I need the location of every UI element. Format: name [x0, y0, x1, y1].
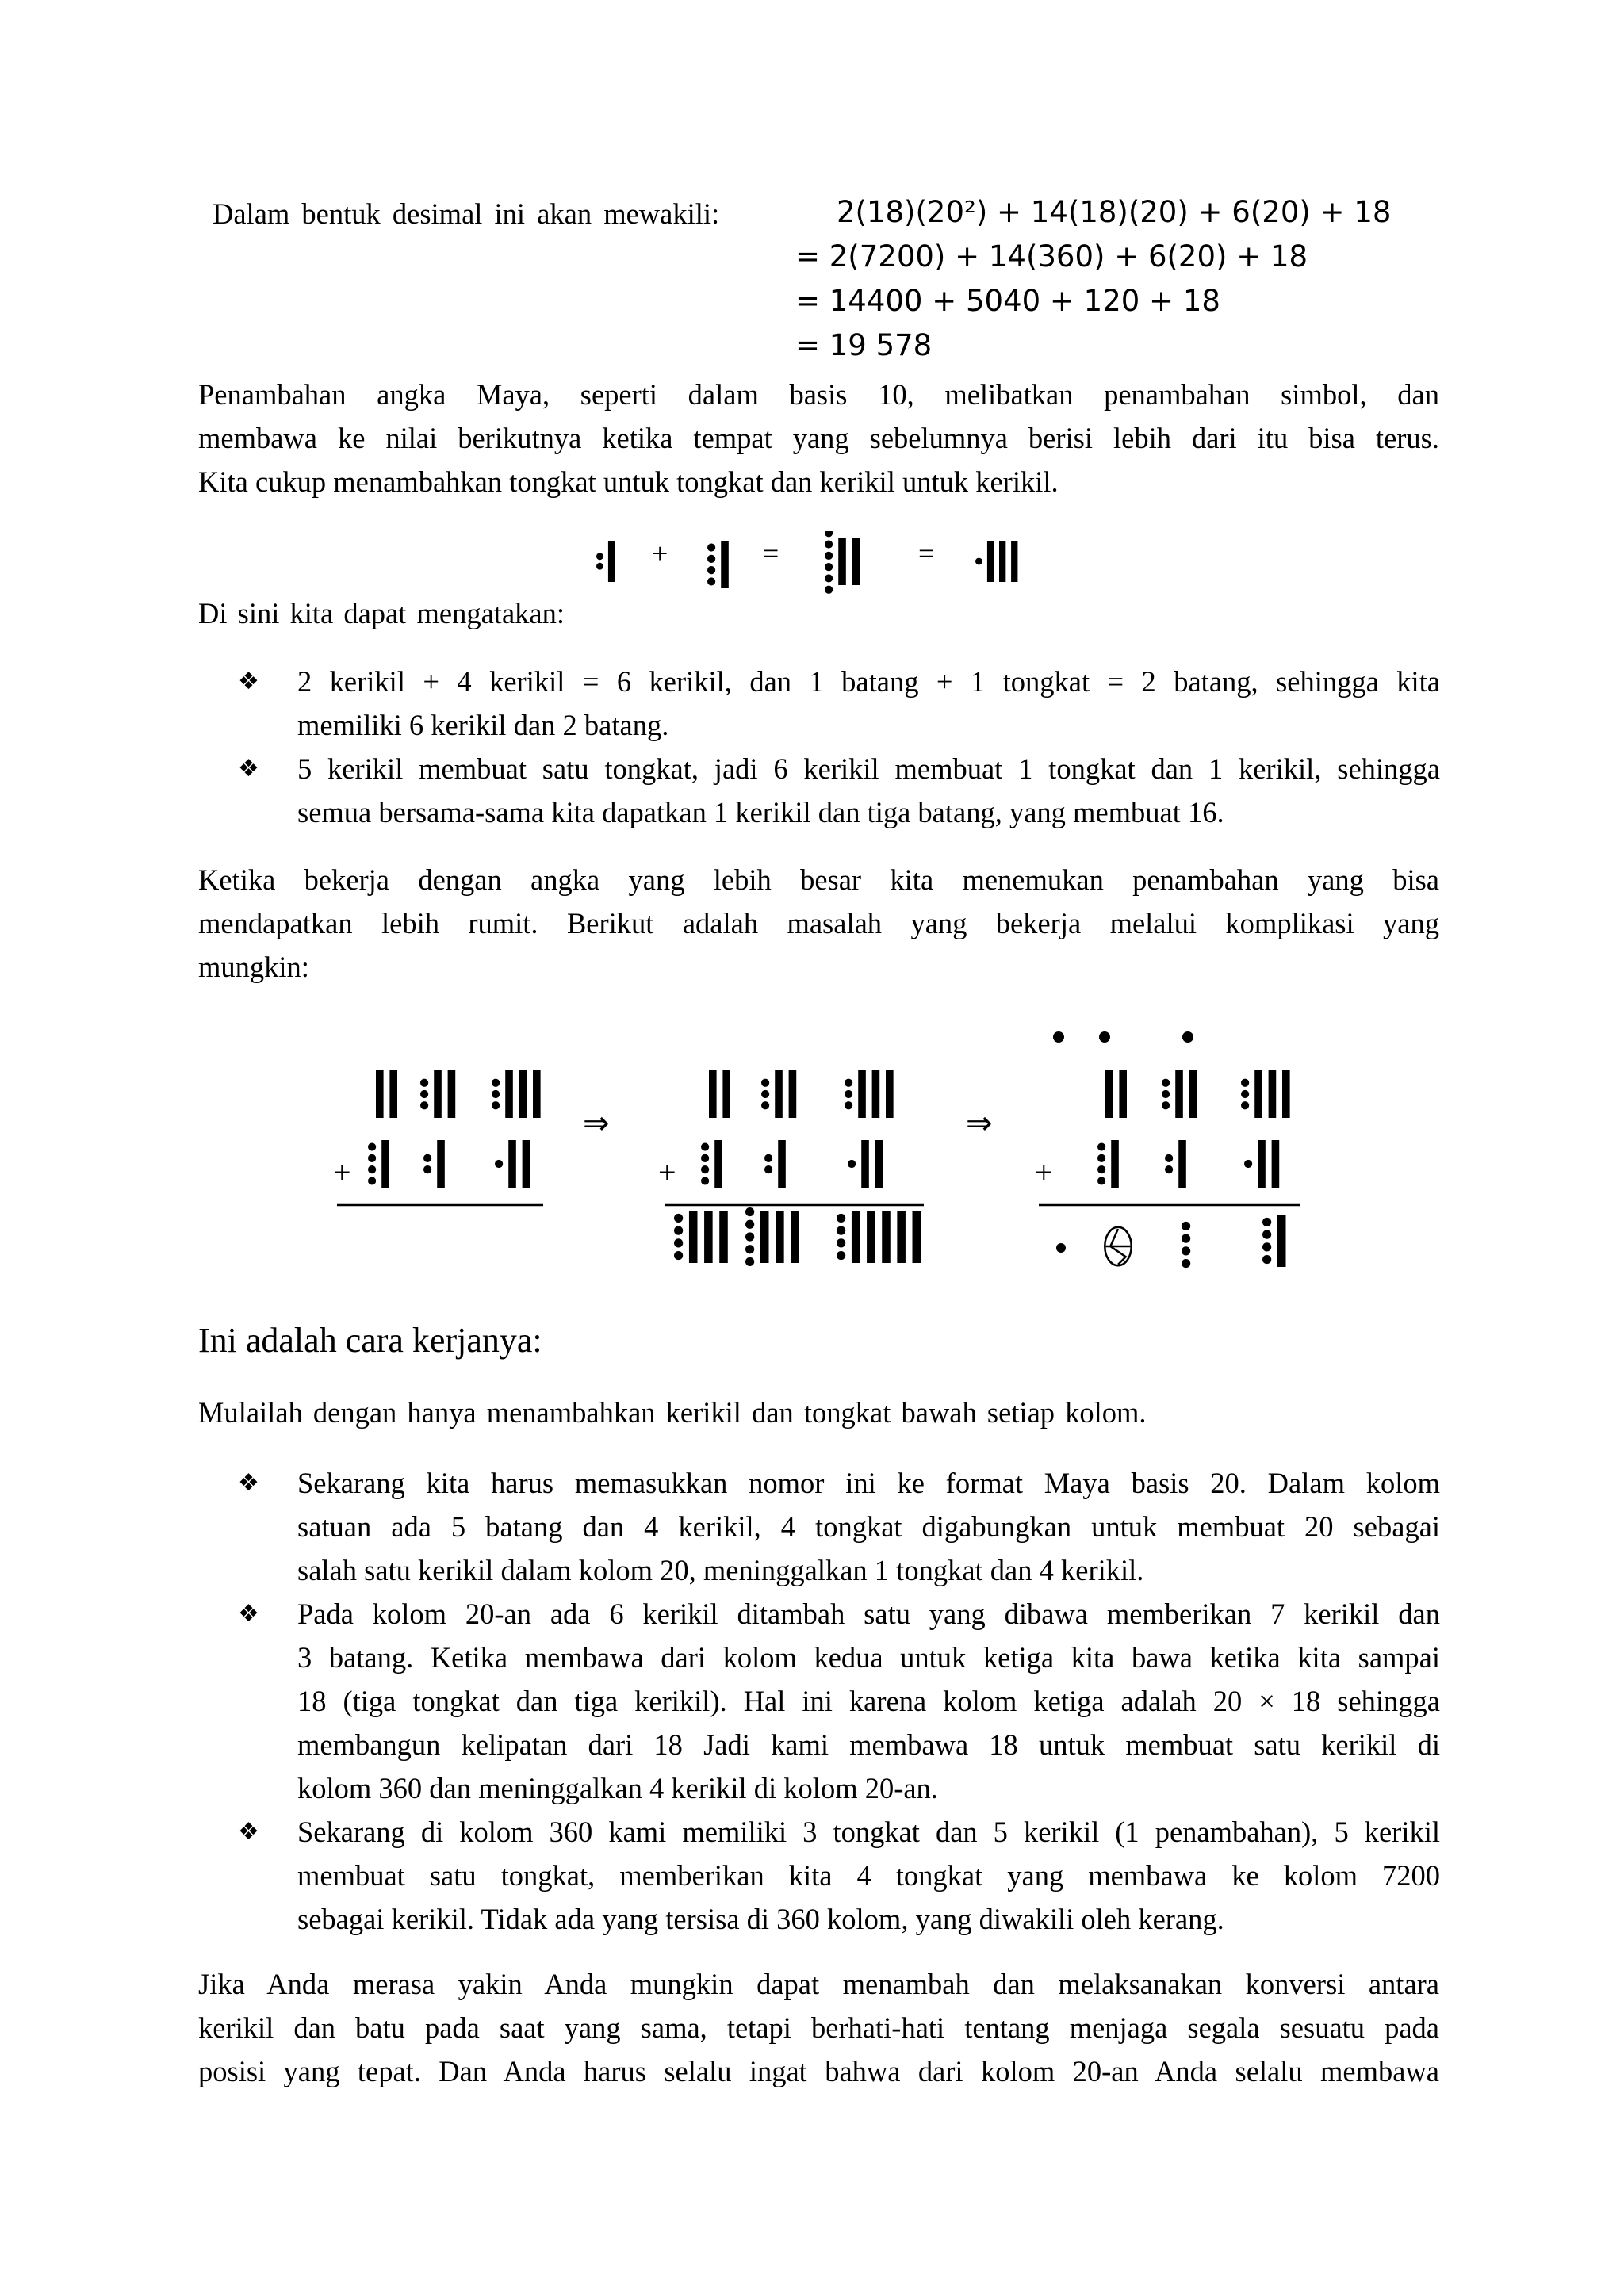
carry-dot [1099, 1031, 1110, 1043]
maya-dot [764, 1154, 772, 1162]
maya-bar [776, 1211, 784, 1263]
maya-dot [701, 1154, 709, 1162]
maya-dot [492, 1101, 500, 1109]
maya-bar [1175, 1070, 1183, 1118]
diamond-bullet-icon: ❖ [238, 668, 259, 695]
bullet-line: memiliki 6 kerikil dan 2 batang. [297, 709, 669, 741]
paragraph-line: Kita cukup menambahkan tongkat untuk tongkat dan kerikil untuk kerikil. [198, 465, 1059, 498]
maya-bar [1189, 1070, 1197, 1118]
diamond-bullet-icon: ❖ [238, 1600, 259, 1628]
maya-dot [975, 558, 982, 565]
carry-dot [1182, 1031, 1193, 1043]
bullet-line: Sekarang di kolom 360 kami memiliki 3 tongkat dan 5 kerikil (1 penambahan), 5 kerikil [297, 1816, 1440, 1848]
maya-numeral [745, 1207, 799, 1266]
maya-numeral [709, 1070, 730, 1118]
carry-dot [1053, 1031, 1064, 1043]
maya-bar [448, 1070, 456, 1118]
maya-bar [709, 1070, 717, 1118]
plus-sign: + [652, 538, 668, 569]
maya-bar [838, 538, 846, 585]
maya-dot [845, 1090, 852, 1098]
maya-dot [1165, 1165, 1173, 1173]
maya-numeral [1105, 1070, 1127, 1118]
maya-bar [704, 1211, 713, 1263]
maya-dot [1244, 1160, 1252, 1168]
bullet-line: Sekarang kita harus memasukkan nomor ini ke format Maya basis 20. Dalam kolom [297, 1467, 1440, 1499]
maya-dot [745, 1245, 754, 1253]
maya-bar [1011, 541, 1017, 582]
maya-bar [505, 1070, 513, 1118]
maya-dot [745, 1220, 754, 1229]
bullet-line: satuan ada 5 batang dan 4 kerikil, 4 tongkat digabungkan untuk membuat 20 sebagai [297, 1510, 1440, 1543]
maya-bar [852, 1211, 860, 1263]
maya-dot [1182, 1234, 1190, 1243]
maya-numeral [368, 1140, 389, 1188]
bullet-line: 18 (tiga tongkat dan tiga kerikil). Hal ini karena kolom ketiga adalah 20 × 18 sehingga [297, 1685, 1440, 1717]
maya-dot [825, 563, 833, 571]
maya-dot [837, 1226, 845, 1235]
maya-bar [852, 538, 860, 585]
maya-dot [495, 1160, 503, 1168]
maya-numeral [845, 1070, 894, 1118]
start-line: Mulailah dengan hanya menambahkan kerikil dan tongkat bawah setiap kolom. [198, 1396, 1147, 1429]
paragraph-line: mendapatkan lebih rumit. Berikut adalah masalah yang bekerja melalui komplikasi yang [198, 907, 1439, 939]
maya-dot [825, 531, 833, 537]
bullet-line: sebagai kerikil. Tidak ada yang tersisa di 360 kolom, yang diwakili oleh kerang. [297, 1903, 1224, 1935]
bullet-item [238, 660, 1440, 747]
bullet-line: 5 kerikil membuat satu tongkat, jadi 6 kerikil membuat 1 tongkat dan 1 kerikil, sehingga [297, 752, 1440, 785]
maya-dot [701, 1165, 709, 1173]
maya-addition-diagram [317, 1007, 1348, 1284]
maya-dot [1097, 1165, 1105, 1173]
maya-bar [886, 1070, 894, 1118]
maya-dot [368, 1142, 376, 1150]
maya-dot [761, 1079, 769, 1087]
maya-dot [368, 1177, 376, 1184]
maya-numeral [1241, 1070, 1290, 1118]
maya-bar [533, 1070, 541, 1118]
maya-dot [674, 1226, 683, 1235]
maya-dot [420, 1079, 428, 1087]
maya-dot [845, 1101, 852, 1109]
maya-bar [791, 1211, 799, 1263]
maya-numeral [825, 531, 860, 594]
maya-dot [1241, 1090, 1249, 1098]
equation-line-2: = 2(7200) + 14(360) + 6(20) + 18 [795, 239, 1308, 274]
equation-line-1: 2(18)(20²) + 14(18)(20) + 6(20) + 18 [837, 195, 1392, 229]
maya-dot [423, 1165, 431, 1173]
bullet-item [238, 1592, 1440, 1810]
maya-numeral [837, 1211, 921, 1263]
maya-bar [882, 1211, 891, 1263]
maya-bar [508, 1140, 516, 1188]
maya-bar [519, 1070, 527, 1118]
diamond-bullet-icon: ❖ [238, 755, 259, 783]
maya-dot [837, 1214, 845, 1223]
bullet-line: kolom 360 dan meninggalkan 4 kerikil di kolom 20-an. [297, 1772, 938, 1804]
maya-dot [674, 1214, 683, 1223]
paragraph-line: Jika Anda merasa yakin Anda mungkin dapat menambah dan melaksanakan konversi antara [198, 1968, 1439, 2000]
maya-dot [368, 1154, 376, 1162]
equals-sign: = [763, 538, 779, 569]
bullet-line: membuat satu tongkat, memberikan kita 4 tongkat yang membawa ke kolom 7200 [297, 1859, 1440, 1892]
maya-bar [389, 1070, 397, 1118]
maya-bar [721, 541, 729, 588]
diamond-bullet-icon: ❖ [238, 1818, 259, 1846]
maya-numeral [975, 541, 1017, 582]
maya-numeral [1244, 1140, 1279, 1188]
maya-bar [858, 1070, 866, 1118]
maya-bar [913, 1211, 921, 1263]
paragraph-line: Penambahan angka Maya, seperti dalam basis 10, melibatkan penambahan simbol, dan [198, 378, 1439, 411]
maya-bar [760, 1211, 769, 1263]
diamond-bullet-icon: ❖ [238, 1469, 259, 1497]
maya-bar [523, 1140, 530, 1188]
bullet-line: Pada kolom 20-an ada 6 kerikil ditambah satu yang dibawa memberikan 7 kerikil dan [297, 1598, 1440, 1630]
maya-numeral [420, 1070, 455, 1118]
maya-numeral [701, 1140, 722, 1188]
maya-bar [1105, 1070, 1113, 1118]
maya-dot [707, 577, 715, 585]
paragraph-2 [198, 858, 1439, 989]
paragraph-line: Ketika bekerja dengan angka yang lebih besar kita menemukan penambahan yang bisa [198, 863, 1439, 896]
maya-bar [987, 541, 994, 582]
maya-bar [1269, 1070, 1277, 1118]
maya-dot [1097, 1142, 1105, 1150]
bullet-item [238, 1810, 1440, 1941]
maya-dot [707, 555, 715, 563]
maya-dot [1262, 1242, 1271, 1251]
maya-dot [1162, 1101, 1170, 1109]
bullet-line: 2 kerikil + 4 kerikil = 6 kerikil, dan 1 batang + 1 tongkat = 2 batang, sehingga kita [297, 665, 1440, 698]
paragraph-3 [198, 1962, 1439, 2093]
maya-dot [845, 1079, 852, 1087]
bullet-item [238, 1461, 1440, 1592]
maya-bar [1272, 1140, 1280, 1188]
maya-bar [775, 1070, 783, 1118]
maya-dot [674, 1238, 683, 1247]
maya-dot [745, 1207, 754, 1216]
maya-dot [761, 1101, 769, 1109]
maya-bar [719, 1211, 728, 1263]
equation-line-4: = 19 578 [795, 328, 933, 362]
maya-bar [714, 1140, 722, 1188]
maya-bar [722, 1070, 730, 1118]
maya-numeral [1097, 1140, 1119, 1188]
maya-numeral [674, 1211, 728, 1263]
maya-dot [596, 553, 603, 560]
equals-sign: = [918, 538, 935, 569]
maya-dot [1162, 1079, 1170, 1087]
maya-bar [1119, 1070, 1127, 1118]
bullet-line: salah satu kerikil dalam kolom 20, meninggalkan 1 tongkat dan 4 kerikil. [297, 1554, 1144, 1586]
maya-numeral [495, 1140, 530, 1188]
maya-bar [789, 1070, 797, 1118]
maya-numeral [423, 1140, 445, 1188]
maya-dot [707, 543, 715, 551]
maya-bar [434, 1070, 442, 1118]
maya-dot [1241, 1101, 1249, 1109]
maya-bar [999, 541, 1005, 582]
maya-dot [837, 1238, 845, 1247]
maya-bar [381, 1140, 389, 1188]
maya-bar [1258, 1140, 1266, 1188]
maya-dot [1165, 1154, 1173, 1162]
maya-bar [437, 1140, 445, 1188]
paragraph-line: posisi yang tepat. Dan Anda harus selalu ingat bahwa dari kolom 20-an Anda selalu membawa [198, 2055, 1439, 2087]
maya-bar [376, 1070, 384, 1118]
maya-bar [872, 1070, 880, 1118]
here-we-say: Di sini kita dapat mengatakan: [198, 597, 565, 629]
maya-bar [861, 1140, 869, 1188]
maya-dot [1162, 1090, 1170, 1098]
maya-dot [745, 1257, 754, 1266]
maya-numeral [1262, 1215, 1286, 1267]
maya-dot [825, 574, 833, 582]
maya-dot [837, 1251, 845, 1260]
maya-bar [1282, 1070, 1290, 1118]
maya-dot [1097, 1177, 1105, 1184]
maya-numeral [376, 1070, 397, 1118]
maya-dot [1241, 1079, 1249, 1087]
maya-bar [897, 1211, 906, 1263]
plus-sign: + [333, 1154, 351, 1190]
maya-dot [745, 1232, 754, 1241]
maya-dot [423, 1154, 431, 1162]
plus-sign: + [1035, 1154, 1053, 1190]
implies-arrow: ⇒ [966, 1105, 993, 1141]
maya-numeral [492, 1070, 541, 1118]
paragraph-1 [198, 373, 1439, 503]
maya-numeral [1165, 1140, 1186, 1188]
plus-sign: + [658, 1154, 676, 1190]
maya-dot [1262, 1230, 1271, 1239]
maya-numeral [1182, 1222, 1190, 1268]
maya-dot [1056, 1243, 1066, 1253]
maya-dot [707, 566, 715, 574]
maya-dot [674, 1251, 683, 1260]
maya-numeral [764, 1140, 786, 1188]
maya-dot [701, 1142, 709, 1150]
maya-dot [848, 1160, 856, 1168]
maya-dot [825, 540, 833, 548]
bullet-line: 3 batang. Ketika membawa dari kolom kedua untuk ketiga kita bawa ketika kita sampai [297, 1641, 1440, 1674]
maya-numeral [707, 541, 729, 588]
section-heading: Ini adalah cara kerjanya: [198, 1321, 542, 1360]
maya-dot [1182, 1259, 1190, 1268]
maya-dot [420, 1101, 428, 1109]
maya-bar [867, 1211, 875, 1263]
maya-dot [701, 1177, 709, 1184]
maya-dot [761, 1090, 769, 1098]
maya-numeral [1162, 1070, 1197, 1118]
maya-dot [492, 1079, 500, 1087]
bullet-line: membangun kelipatan dari 18 Jadi kami membawa 18 untuk membuat satu kerikil di [297, 1728, 1440, 1761]
maya-dot [825, 552, 833, 560]
implies-arrow: ⇒ [583, 1105, 610, 1141]
paragraph-line: kerikil dan batu pada saat yang sama, tetapi berhati-hati tentang menjaga segala sesuatu pada [198, 2011, 1439, 2044]
maya-dot [825, 586, 833, 594]
maya-bar [689, 1211, 698, 1263]
maya-dot [1097, 1154, 1105, 1162]
maya-bar [1178, 1140, 1186, 1188]
maya-bar [778, 1140, 786, 1188]
maya-numeral [848, 1140, 883, 1188]
intro-label: Dalam bentuk desimal ini akan mewakili: [213, 197, 720, 230]
maya-dot [1262, 1255, 1271, 1264]
maya-dot [596, 563, 603, 570]
simple-maya-sum [587, 531, 1047, 603]
paragraph-line: mungkin: [198, 951, 309, 983]
maya-numeral [596, 541, 615, 582]
maya-bar [875, 1140, 883, 1188]
maya-bar [1277, 1215, 1286, 1267]
maya-dot [492, 1090, 500, 1098]
bullet-line: semua bersama-sama kita dapatkan 1 kerikil dan tiga batang, yang membuat 16. [297, 796, 1224, 828]
maya-numeral [761, 1070, 796, 1118]
maya-bar [1254, 1070, 1262, 1118]
maya-dot [368, 1165, 376, 1173]
maya-dot [1182, 1222, 1190, 1230]
maya-bar [608, 541, 615, 582]
shell-zero-icon [1105, 1227, 1131, 1265]
bullet-item [238, 747, 1440, 834]
maya-bar [1111, 1140, 1119, 1188]
maya-dot [1262, 1218, 1271, 1226]
equation-line-3: = 14400 + 5040 + 120 + 18 [795, 284, 1220, 318]
maya-dot [1182, 1246, 1190, 1255]
maya-dot [764, 1165, 772, 1173]
paragraph-line: membawa ke nilai berikutnya ketika tempat yang sebelumnya berisi lebih dari itu bisa terus. [198, 422, 1439, 454]
maya-dot [420, 1090, 428, 1098]
